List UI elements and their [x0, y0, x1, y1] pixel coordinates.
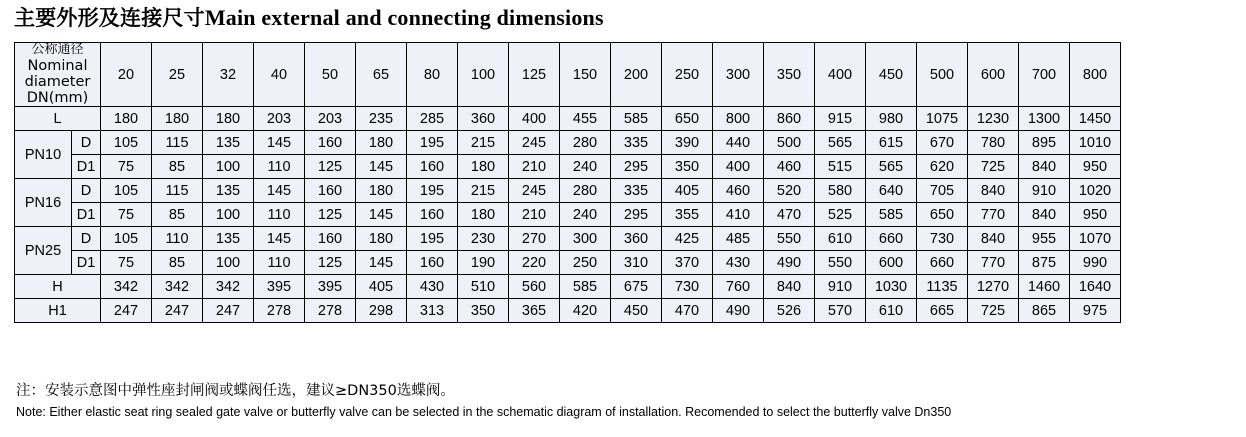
row-label-pn16: PN16 [15, 179, 72, 227]
dn-header-cell: 250 [662, 43, 713, 107]
table-cell: 350 [662, 155, 713, 179]
table-cell: 1300 [1019, 107, 1070, 131]
table-cell: 247 [101, 299, 152, 323]
table-cell: 460 [713, 179, 764, 203]
table-cell: 950 [1070, 203, 1121, 227]
table-cell: 110 [254, 155, 305, 179]
table-cell: 160 [407, 155, 458, 179]
table-cell: 125 [305, 203, 356, 227]
table-cell: 110 [254, 203, 305, 227]
dn-header-cell: 150 [560, 43, 611, 107]
table-cell: 410 [713, 203, 764, 227]
dn-header-cell: 65 [356, 43, 407, 107]
table-cell: 865 [1019, 299, 1070, 323]
dn-header-cell: 50 [305, 43, 356, 107]
row-sublabel: D1 [72, 203, 101, 227]
table-cell: 550 [764, 227, 815, 251]
dn-header-cell: 100 [458, 43, 509, 107]
table-cell: 145 [356, 155, 407, 179]
table-cell: 75 [101, 155, 152, 179]
table-cell: 510 [458, 275, 509, 299]
table-cell: 365 [509, 299, 560, 323]
table-cell: 525 [815, 203, 866, 227]
table-cell: 650 [662, 107, 713, 131]
header-nominal-diameter [15, 43, 101, 107]
table-cell: 580 [815, 179, 866, 203]
table-cell: 240 [560, 155, 611, 179]
table-cell: 705 [917, 179, 968, 203]
table-cell: 405 [662, 179, 713, 203]
table-cell: 278 [254, 299, 305, 323]
header-line-dn: DN(mm) [26, 90, 89, 107]
table-cell: 460 [764, 155, 815, 179]
dn-header-cell: 20 [101, 43, 152, 107]
table-cell: 85 [152, 203, 203, 227]
table-cell: 180 [356, 179, 407, 203]
dn-header-cell: 40 [254, 43, 305, 107]
table-cell: 840 [968, 227, 1019, 251]
table-cell: 180 [101, 107, 152, 131]
table-cell: 245 [509, 131, 560, 155]
row-sublabel: D [72, 179, 101, 203]
table-cell: 145 [254, 179, 305, 203]
table-header-row [15, 43, 1121, 107]
table-cell: 570 [815, 299, 866, 323]
header-line-nominal: Nominal [27, 57, 88, 74]
table-cell: 910 [815, 275, 866, 299]
table-cell: 490 [713, 299, 764, 323]
table-cell: 160 [407, 251, 458, 275]
table-row [15, 227, 1121, 251]
table-cell: 650 [917, 203, 968, 227]
row-label: H1 [15, 299, 101, 323]
table-cell: 342 [152, 275, 203, 299]
table-row [15, 179, 1121, 203]
page-title-english: Main external and connecting dimensions [204, 5, 604, 30]
dn-header-cell: 350 [764, 43, 815, 107]
table-cell: 500 [764, 131, 815, 155]
table-cell: 160 [305, 227, 356, 251]
table-row [15, 275, 1121, 299]
table-cell: 490 [764, 251, 815, 275]
table-cell: 840 [1019, 155, 1070, 179]
table-cell: 620 [917, 155, 968, 179]
table-cell: 203 [254, 107, 305, 131]
table-cell: 1070 [1070, 227, 1121, 251]
table-cell: 110 [254, 251, 305, 275]
table-cell: 1230 [968, 107, 1019, 131]
table-cell: 125 [305, 251, 356, 275]
table-cell: 430 [407, 275, 458, 299]
table-cell: 215 [458, 131, 509, 155]
note-chinese: 注：安装示意图中弹性座封闸阀或蝶阀任选，建议≥DN350选蝶阀。 [16, 383, 455, 399]
table-cell: 145 [254, 131, 305, 155]
table-cell: 370 [662, 251, 713, 275]
table-cell: 1450 [1070, 107, 1121, 131]
row-sublabel: D1 [72, 155, 101, 179]
table-cell: 725 [968, 299, 1019, 323]
dn-header-cell: 450 [866, 43, 917, 107]
table-cell: 400 [509, 107, 560, 131]
table-cell: 75 [101, 251, 152, 275]
table-cell: 860 [764, 107, 815, 131]
table-cell: 780 [968, 131, 1019, 155]
table-cell: 1640 [1070, 275, 1121, 299]
table-cell: 190 [458, 251, 509, 275]
table-cell: 875 [1019, 251, 1070, 275]
notes-block [16, 381, 951, 421]
table-cell: 430 [713, 251, 764, 275]
table-cell: 840 [968, 179, 1019, 203]
table-cell: 955 [1019, 227, 1070, 251]
table-cell: 420 [560, 299, 611, 323]
dn-header-cell: 200 [611, 43, 662, 107]
table-cell: 600 [866, 251, 917, 275]
table-cell: 980 [866, 107, 917, 131]
table-cell: 990 [1070, 251, 1121, 275]
table-cell: 180 [356, 131, 407, 155]
row-sublabel: D1 [72, 251, 101, 275]
table-cell: 470 [764, 203, 815, 227]
table-cell: 105 [101, 179, 152, 203]
table-cell: 470 [662, 299, 713, 323]
table-cell: 180 [458, 155, 509, 179]
table-cell: 665 [917, 299, 968, 323]
table-cell: 295 [611, 203, 662, 227]
table-cell: 440 [713, 131, 764, 155]
table-cell: 360 [611, 227, 662, 251]
table-cell: 915 [815, 107, 866, 131]
row-sublabel: D [72, 131, 101, 155]
table-cell: 455 [560, 107, 611, 131]
table-cell: 770 [968, 203, 1019, 227]
table-cell: 425 [662, 227, 713, 251]
table-cell: 160 [305, 131, 356, 155]
row-label-pn10: PN10 [15, 131, 72, 179]
table-cell: 350 [458, 299, 509, 323]
dn-header-cell: 80 [407, 43, 458, 107]
table-cell: 450 [611, 299, 662, 323]
table-cell: 1020 [1070, 179, 1121, 203]
table-cell: 235 [356, 107, 407, 131]
table-cell: 526 [764, 299, 815, 323]
table-cell: 895 [1019, 131, 1070, 155]
table-cell: 760 [713, 275, 764, 299]
table-cell: 105 [101, 131, 152, 155]
page-title-chinese: 主要外形及连接尺寸 [14, 6, 205, 30]
table-cell: 585 [866, 203, 917, 227]
table-cell: 203 [305, 107, 356, 131]
table-cell: 135 [203, 131, 254, 155]
table-cell: 342 [101, 275, 152, 299]
table-row [15, 107, 1121, 131]
table-cell: 800 [713, 107, 764, 131]
table-cell: 145 [254, 227, 305, 251]
table-cell: 310 [611, 251, 662, 275]
table-cell: 1270 [968, 275, 1019, 299]
table-cell: 180 [152, 107, 203, 131]
table-cell: 660 [917, 251, 968, 275]
table-cell: 335 [611, 131, 662, 155]
row-label: L [15, 107, 101, 131]
dn-header-cell: 700 [1019, 43, 1070, 107]
table-cell: 215 [458, 179, 509, 203]
table-cell: 180 [458, 203, 509, 227]
table-cell: 730 [917, 227, 968, 251]
table-row [15, 131, 1121, 155]
table-cell: 950 [1070, 155, 1121, 179]
table-cell: 1010 [1070, 131, 1121, 155]
table-cell: 195 [407, 227, 458, 251]
table-cell: 585 [560, 275, 611, 299]
table-cell: 670 [917, 131, 968, 155]
table-row [15, 299, 1121, 323]
dn-header-cell: 500 [917, 43, 968, 107]
dn-header-cell: 600 [968, 43, 1019, 107]
table-cell: 730 [662, 275, 713, 299]
note-english: Note: Either elastic seat ring sealed gate valve or butterfly valve can be selected in the schematic diagram of installation. Recomended to select the butterfly valve Dn350 [16, 405, 952, 420]
table-cell: 840 [1019, 203, 1070, 227]
table-cell: 355 [662, 203, 713, 227]
page-title [14, 2, 604, 32]
table-cell: 145 [356, 251, 407, 275]
table-cell: 115 [152, 179, 203, 203]
table-cell: 360 [458, 107, 509, 131]
table-cell: 195 [407, 179, 458, 203]
dimensions-table [14, 42, 1121, 323]
header-line-diameter: diameter [24, 73, 91, 90]
table-cell: 975 [1070, 299, 1121, 323]
table-cell: 160 [407, 203, 458, 227]
table-cell: 278 [305, 299, 356, 323]
dn-header-cell: 400 [815, 43, 866, 107]
table-cell: 395 [305, 275, 356, 299]
table-cell: 240 [560, 203, 611, 227]
table-cell: 105 [101, 227, 152, 251]
table-cell: 135 [203, 227, 254, 251]
table-cell: 615 [866, 131, 917, 155]
table-cell: 1030 [866, 275, 917, 299]
table-cell: 640 [866, 179, 917, 203]
table-cell: 85 [152, 155, 203, 179]
table-cell: 520 [764, 179, 815, 203]
dn-header-cell: 125 [509, 43, 560, 107]
table-cell: 770 [968, 251, 1019, 275]
table-cell: 610 [866, 299, 917, 323]
table-cell: 250 [560, 251, 611, 275]
table-cell: 560 [509, 275, 560, 299]
table-cell: 100 [203, 203, 254, 227]
table-cell: 135 [203, 179, 254, 203]
table-cell: 270 [509, 227, 560, 251]
table-cell: 515 [815, 155, 866, 179]
table-cell: 75 [101, 203, 152, 227]
header-line-cn: 公称通径 [31, 42, 84, 57]
table-cell: 300 [560, 227, 611, 251]
table-cell: 335 [611, 179, 662, 203]
table-cell: 145 [356, 203, 407, 227]
table-cell: 400 [713, 155, 764, 179]
row-label-pn25: PN25 [15, 227, 72, 275]
table-cell: 160 [305, 179, 356, 203]
table-row [15, 155, 1121, 179]
table-cell: 660 [866, 227, 917, 251]
table-cell: 245 [509, 179, 560, 203]
row-label: H [15, 275, 101, 299]
table-cell: 1075 [917, 107, 968, 131]
table-cell: 725 [968, 155, 1019, 179]
dn-header-cell: 300 [713, 43, 764, 107]
table-cell: 1135 [917, 275, 968, 299]
dn-header-cell: 32 [203, 43, 254, 107]
table-cell: 220 [509, 251, 560, 275]
table-cell: 1460 [1019, 275, 1070, 299]
table-cell: 485 [713, 227, 764, 251]
table-cell: 280 [560, 179, 611, 203]
table-cell: 395 [254, 275, 305, 299]
table-cell: 210 [509, 203, 560, 227]
table-cell: 610 [815, 227, 866, 251]
table-cell: 280 [560, 131, 611, 155]
dn-header-cell: 800 [1070, 43, 1121, 107]
table-body [15, 43, 1121, 323]
table-cell: 313 [407, 299, 458, 323]
table-cell: 550 [815, 251, 866, 275]
table-cell: 110 [152, 227, 203, 251]
table-cell: 100 [203, 251, 254, 275]
table-cell: 565 [815, 131, 866, 155]
table-cell: 298 [356, 299, 407, 323]
table-cell: 180 [356, 227, 407, 251]
table-cell: 85 [152, 251, 203, 275]
table-cell: 585 [611, 107, 662, 131]
table-cell: 180 [203, 107, 254, 131]
table-row [15, 251, 1121, 275]
table-cell: 230 [458, 227, 509, 251]
table-cell: 100 [203, 155, 254, 179]
row-sublabel: D [72, 227, 101, 251]
table-cell: 247 [203, 299, 254, 323]
table-cell: 565 [866, 155, 917, 179]
table-cell: 840 [764, 275, 815, 299]
table-row [15, 203, 1121, 227]
dn-header-cell: 25 [152, 43, 203, 107]
table-cell: 285 [407, 107, 458, 131]
table-cell: 195 [407, 131, 458, 155]
table-cell: 210 [509, 155, 560, 179]
table-cell: 405 [356, 275, 407, 299]
table-cell: 675 [611, 275, 662, 299]
table-cell: 910 [1019, 179, 1070, 203]
table-cell: 125 [305, 155, 356, 179]
table-cell: 390 [662, 131, 713, 155]
table-cell: 295 [611, 155, 662, 179]
table-cell: 342 [203, 275, 254, 299]
table-cell: 247 [152, 299, 203, 323]
table-cell: 115 [152, 131, 203, 155]
